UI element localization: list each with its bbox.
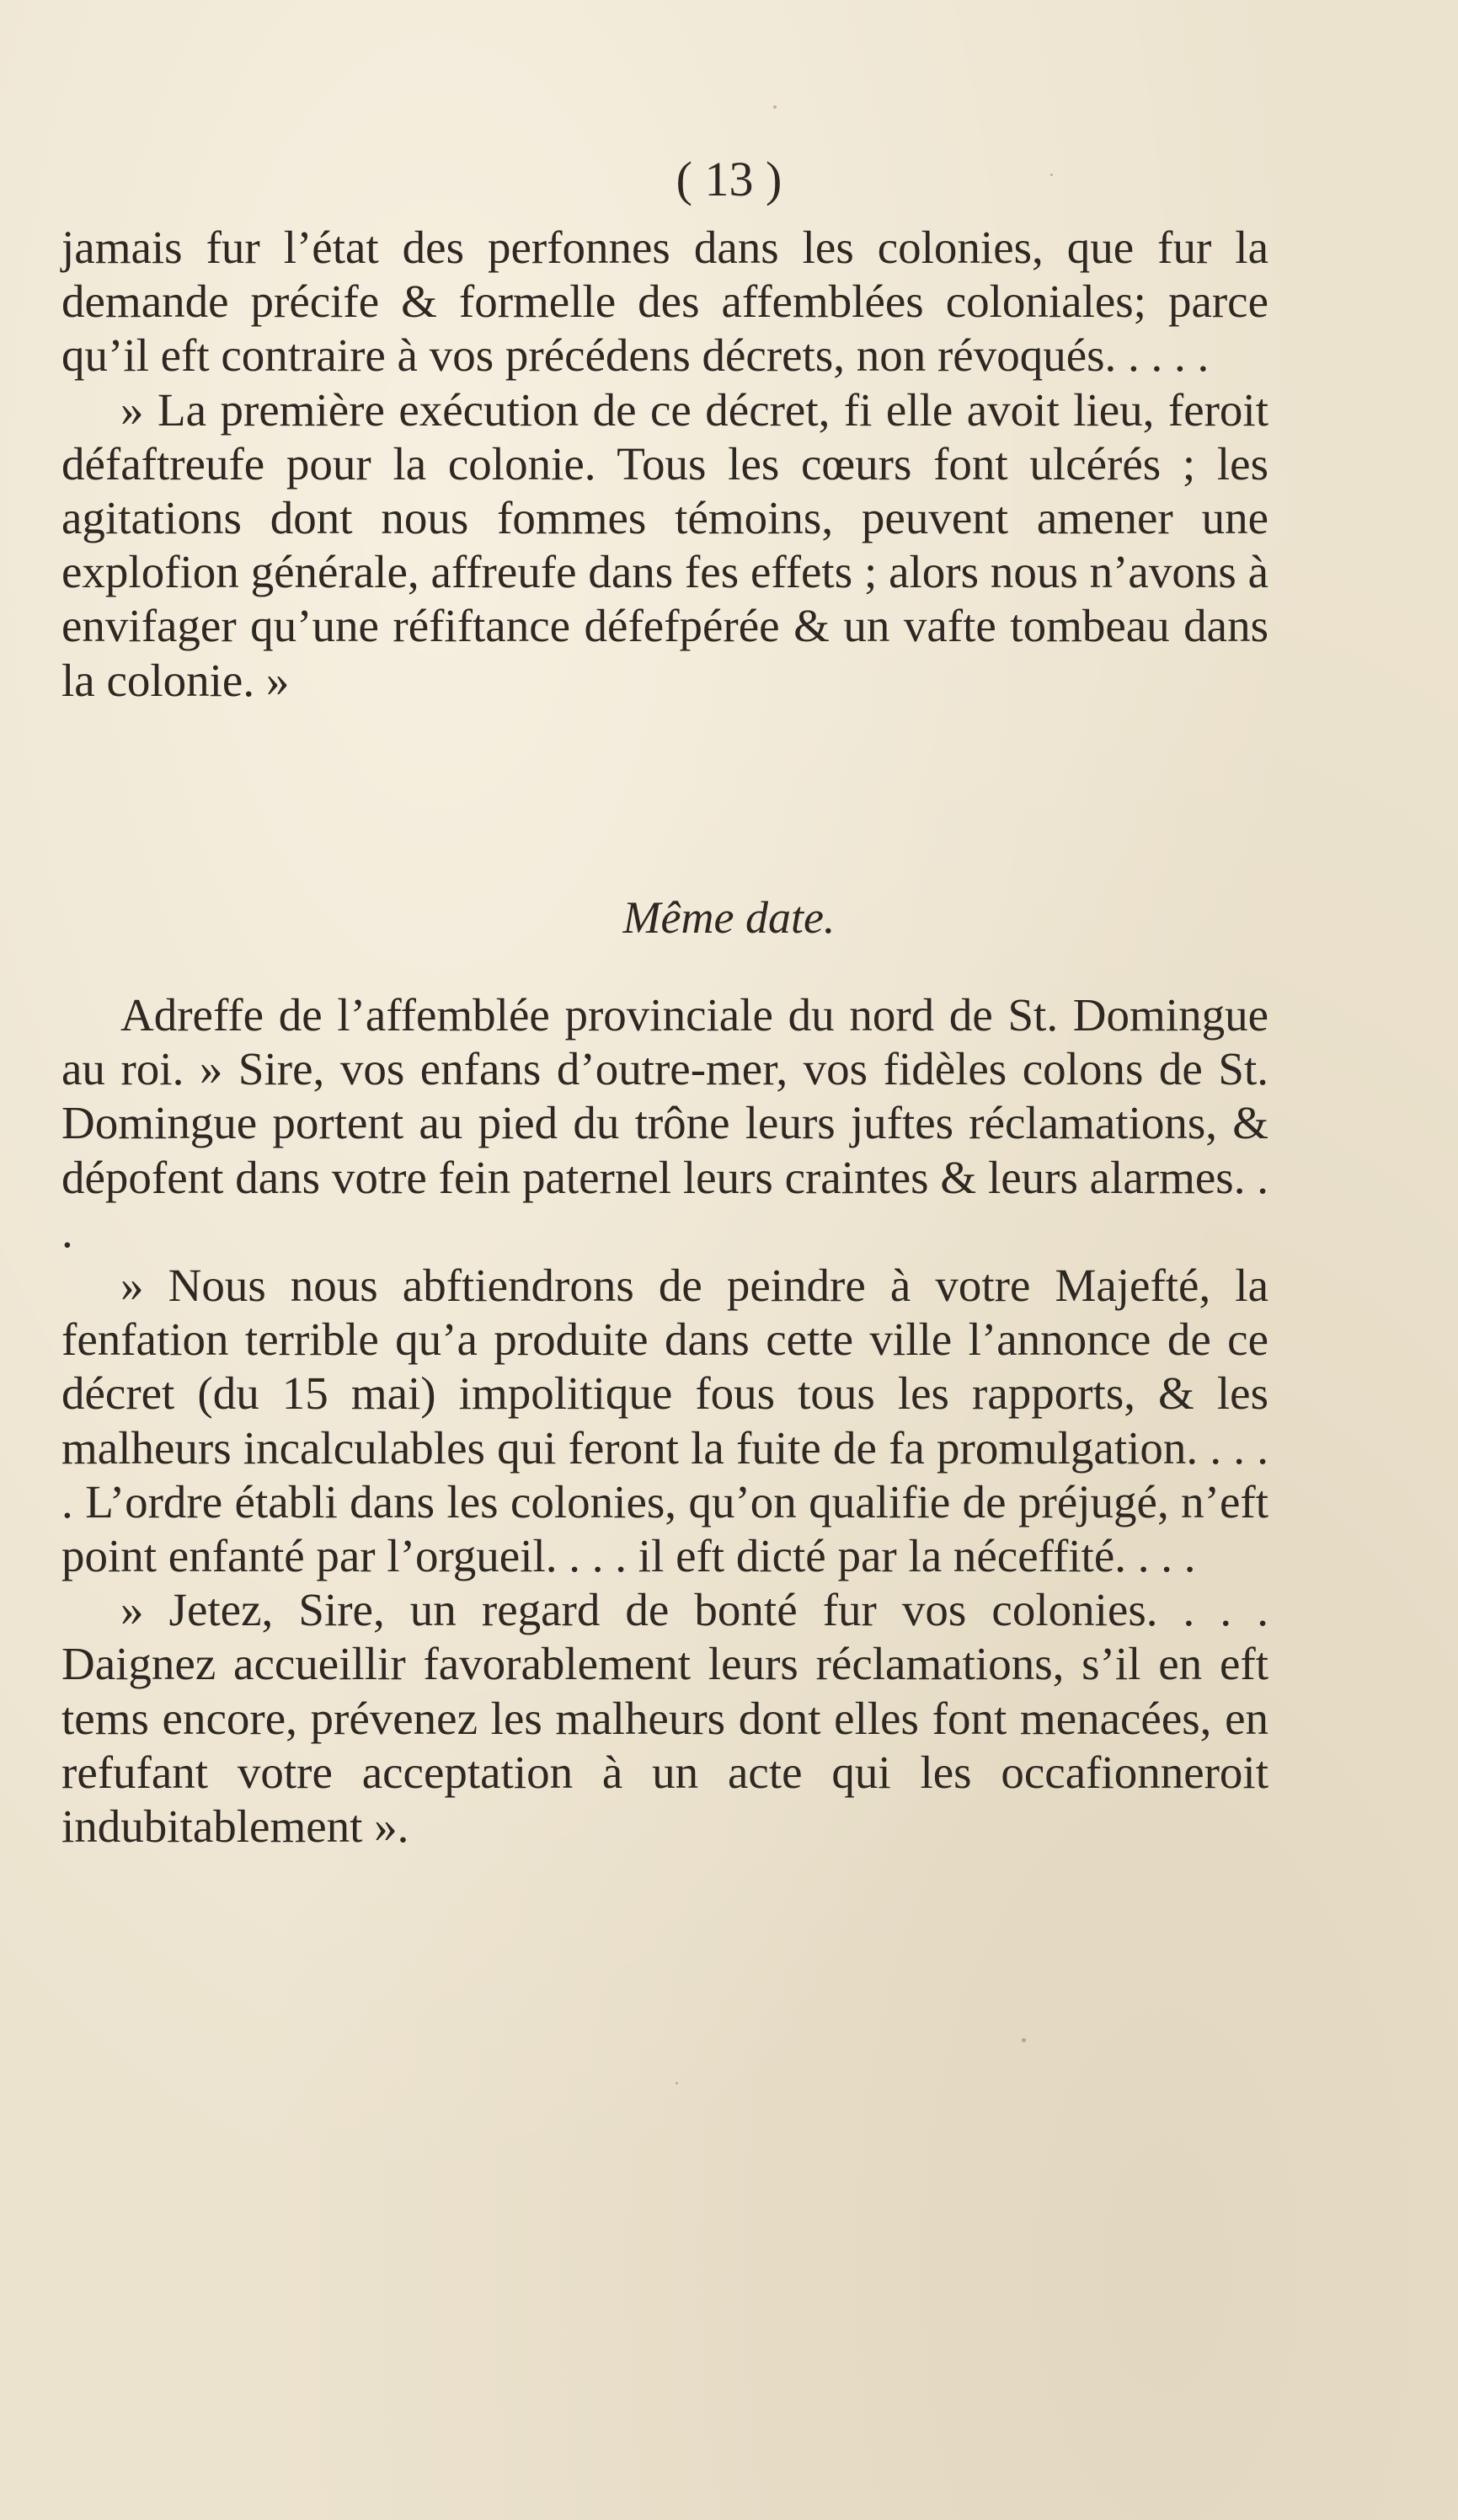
paper-speck [1022,2038,1026,2042]
text-block-top [61,221,1268,708]
text-block-bottom [61,988,1268,1854]
paragraph: » La première exécution de ce décret, fi elle avoit lieu, feroit défaftreufe pour la colonie. Tous les cœurs font ulcérés ; les agitations dont nous fommes témoins, peuvent amener une explofion générale, affreufe dans fes effets ; alors nous n’avons à envifager qu’une réfiftance défefpérée & un vafte tombeau dans la colonie. » [61,383,1268,706]
section-heading: Même date. [622,892,836,943]
paper-speck [773,105,777,109]
paragraph: » Nous nous abftiendrons de peindre à votre Majefté, la fenfation terrible qu’a produite dans cette ville l’annonce de ce décret (du 15 mai) impolitique fous tous les rapports, & les malheurs incalculables qui feront la fuite de fa promulgation. . . . . L’ordre établi dans les colonies, qu’on qualifie de préjugé, n’eft point enfanté par l’orgueil. . . . il eft dicté par la néceffité. . . . [61,1260,1268,1582]
paragraph: » Jetez, Sire, un regard de bonté fur vos colonies. . . . Daignez accueillir favorablement leurs réclamations, s’il en eft tems encore, prévenez les malheurs dont elles font menacées, en refufant votre acceptation à un acte qui les occafionneroit indubitablement ». [61,1584,1268,1853]
paper-speck [1050,174,1053,176]
paper-speck [676,2082,678,2084]
page-number: ( 13 ) [676,152,782,206]
paragraph: Adreffe de l’affemblée provinciale du nord de St. Domingue au roi. » Sire, vos enfans d’outre-mer, vos fidèles colons de St. Domingue portent au pied du trône leurs juftes réclamations, & dépofent dans votre fein paternel leurs craintes & leurs alarmes. . . [61,989,1268,1257]
paragraph-continuation: jamais fur l’état des perfonnes dans les colonies, que fur la demande précife & formelle des affemblées coloniales; parce qu’il eft contraire à vos précédens décrets, non révoqués. . . . . [61,222,1268,382]
